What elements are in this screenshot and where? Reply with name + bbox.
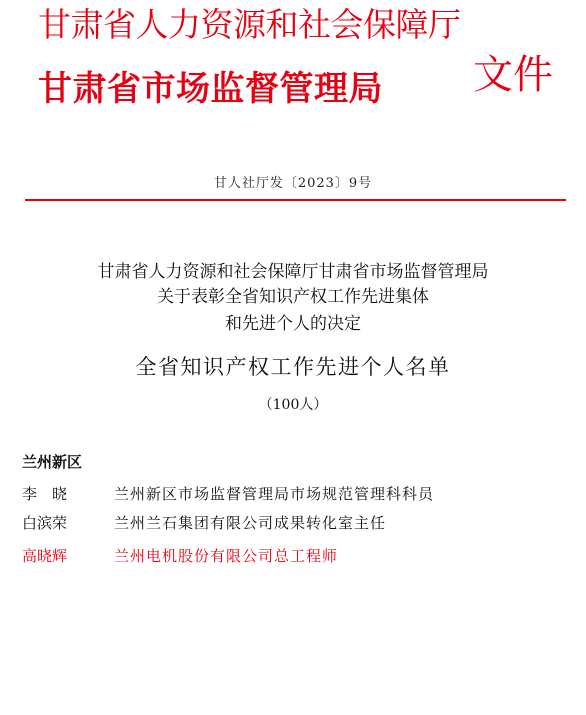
list-title: 全省知识产权工作先进个人名单 (135, 355, 451, 379)
letterhead-suffix: 文件 (473, 52, 553, 98)
list-item (22, 487, 434, 502)
decision-title-line-1: 甘肃省人力资源和社会保障厅甘肃省市场监督管理局 (97, 262, 489, 282)
person-name: 高晓辉 (22, 547, 68, 565)
document-number: 甘人社厅发〔2023〕9号 (213, 176, 373, 191)
person-affiliation: 兰州兰石集团有限公司成果转化室主任 (114, 514, 387, 532)
region-heading: 兰州新区 (22, 453, 83, 471)
person-affiliation: 兰州新区市场监督管理局市场规范管理科科员 (114, 485, 435, 503)
decision-title-line-2: 关于表彰全省知识产权工作先进集体 (157, 287, 429, 307)
person-name: 白滨荣 (22, 514, 68, 532)
red-divider (25, 199, 566, 201)
list-item-highlighted (22, 549, 338, 564)
issuer-line-2: 甘肃省市场监督管理局 (38, 69, 383, 109)
list-item (22, 516, 386, 531)
decision-title-line-3: 和先进个人的决定 (225, 314, 361, 334)
person-affiliation: 兰州电机股份有限公司总工程师 (114, 547, 339, 565)
person-name: 李 晓 (22, 485, 68, 503)
issuer-line-1: 甘肃省人力资源和社会保障厅 (38, 5, 461, 44)
list-count: （100人） (258, 397, 328, 413)
